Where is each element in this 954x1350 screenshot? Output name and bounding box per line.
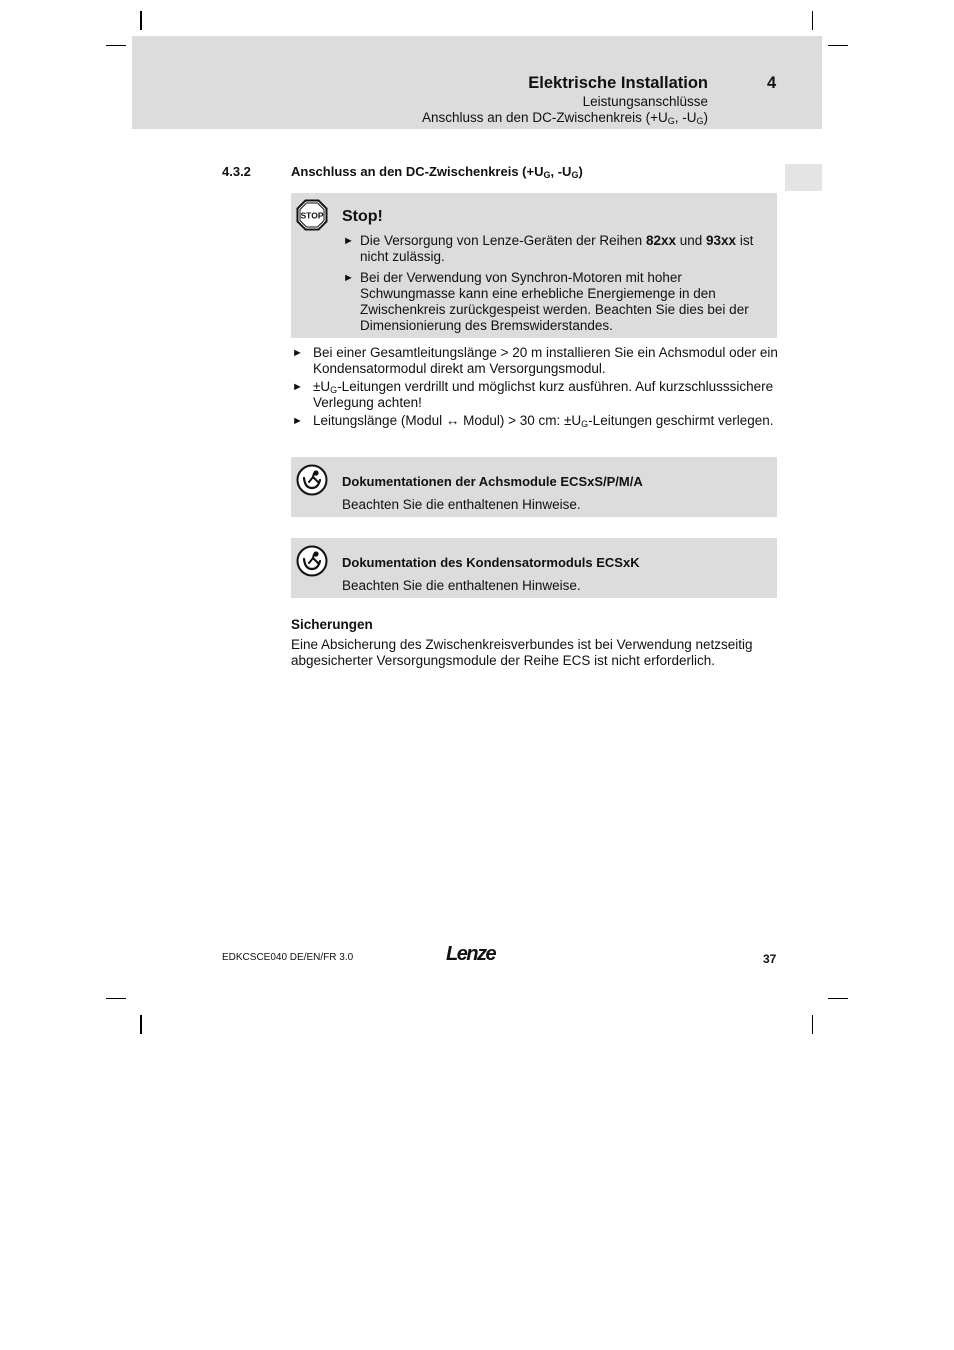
info-box — [291, 538, 777, 598]
list-item: ► Bei der Verwendung von Synchron-Motoren mit hoher Schwungmasse kann eine erhebliche Energiemenge in den Zwischenkreis zurückgespeist werden. Beachten Sie dies bei der Dimensionierung des Bremswiderstandes. — [343, 270, 749, 333]
crop-mark — [812, 1015, 813, 1034]
arrow-icon: ► — [292, 347, 303, 359]
bullet-list — [291, 345, 779, 431]
section-title: Anschluss an den DC-Zwischenkreis ($+U_G$, $-U_G$) — [291, 164, 583, 180]
info-title: Dokumentationen der Achsmodule ECSxS/P/M/A — [342, 474, 643, 489]
list-item: ► $\pm U_G$-Leitungen verdrillt und möglichst kurz ausführen. Auf kurzschlusssichere Verlegung achten! — [292, 379, 774, 410]
arrow-icon: ► — [343, 235, 354, 247]
crop-mark — [106, 45, 126, 46]
chapter-title: Elektrische Installation — [528, 74, 708, 92]
paragraph: Eine Absicherung des Zwischenkreisverbundes ist bei Verwendung netzseitig abgesicherter Versorgungsmodule der Reihe ECS ist nicht erforderlich. — [291, 637, 753, 668]
info-text: Beachten Sie die enthaltenen Hinweise. — [342, 497, 581, 512]
info-text: Beachten Sie die enthaltenen Hinweise. — [342, 578, 581, 593]
document-code: EDKCSCE040 DE/EN/FR 3.0 — [222, 952, 354, 963]
header-subtitle-2: Anschluss an den DC-Zwischenkreis ($+U_G$, $-U_G$) — [422, 110, 708, 126]
lenze-logo: Lenze — [446, 943, 496, 965]
stop-title: Stop! — [342, 208, 383, 225]
stop-box — [291, 193, 777, 338]
page-number: 37 — [763, 952, 777, 966]
arrow-icon: ► — [292, 415, 303, 427]
header-subtitle: Leistungsanschlüsse — [582, 94, 708, 109]
tip-icon — [296, 464, 328, 496]
chapter-tab — [785, 164, 822, 191]
arrow-icon: ► — [343, 272, 354, 284]
subheading: Sicherungen — [291, 617, 373, 632]
chapter-number: 4 — [767, 74, 777, 92]
list-item: ► Die Versorgung von Lenze-Geräten der Reihen 82xx und 93xx ist nicht zulässig. — [343, 233, 754, 264]
list-item: ► Bei einer Gesamtleitungslänge > 20 m installieren Sie ein Achsmodul oder ein Kondensatormodul direkt am Versorgungsmodul. — [292, 345, 778, 376]
info-box — [291, 457, 777, 517]
section-number: 4.3.2 — [222, 164, 251, 179]
svg-text:STOP: STOP — [300, 210, 324, 221]
info-title: Dokumentation des Kondensatormoduls ECSxK — [342, 555, 640, 570]
crop-mark — [106, 998, 126, 999]
stop-icon — [296, 199, 328, 231]
list-item: ► Leitungslänge (Modul ↔ Modul) > 30 cm: $\pm U_G$-Leitungen geschirmt verlegen. — [292, 413, 774, 429]
crop-mark — [828, 45, 848, 46]
crop-mark — [140, 1015, 142, 1034]
stop-list — [343, 233, 768, 339]
crop-mark — [140, 11, 142, 30]
tip-icon — [296, 545, 328, 577]
arrow-icon: ► — [292, 381, 303, 393]
crop-mark — [812, 11, 813, 30]
crop-mark — [828, 998, 848, 999]
